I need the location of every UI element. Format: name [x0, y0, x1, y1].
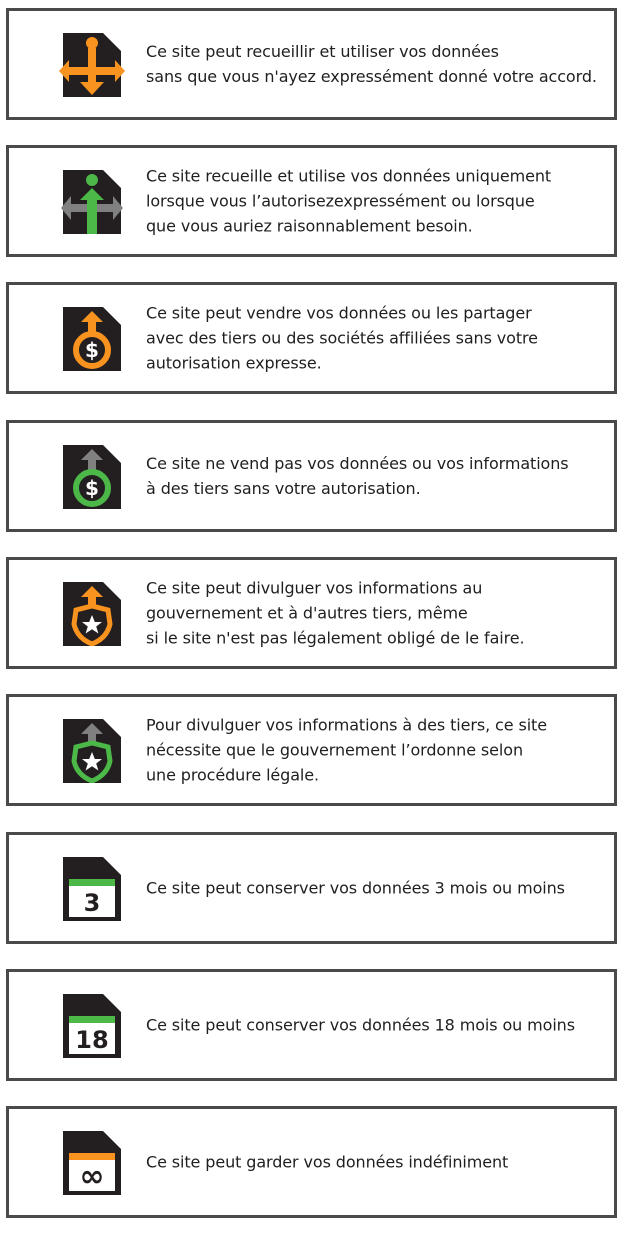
- legend-card: [6, 145, 617, 257]
- description-line: avec des tiers ou des sociétés affiliées sans votre: [146, 328, 538, 348]
- description-line: autorisation expresse.: [146, 353, 322, 373]
- description-line: sans que vous n'ayez expressément donné votre accord.: [146, 67, 597, 86]
- legend-description: [146, 301, 608, 376]
- disclosure-legal-procedure-icon: [55, 719, 129, 783]
- legend-description: [146, 39, 608, 89]
- description-line: à des tiers sans votre autorisation.: [146, 479, 421, 498]
- data-sold-icon: [55, 307, 129, 371]
- description-line: Ce site peut divulguer vos informations au: [146, 578, 483, 598]
- description-line: Ce site ne vend pas vos données ou vos informations: [146, 454, 569, 473]
- description-line: Ce site recueille et utilise vos données uniquement: [146, 166, 552, 186]
- legend-card: [6, 282, 617, 394]
- legend-description: [146, 713, 608, 788]
- description-line: que vous auriez raisonnablement besoin.: [146, 216, 473, 236]
- data-not-sold-icon: [55, 445, 129, 509]
- calendar-label: 18: [75, 1026, 109, 1054]
- data-collection-without-consent-icon: [55, 33, 129, 97]
- legend-description: [146, 451, 608, 501]
- legend-description: [146, 164, 608, 239]
- calendar-label: 3: [83, 889, 101, 917]
- svg-text:$: $: [85, 338, 99, 362]
- description-line: si le site n'est pas légalement obligé de le faire.: [146, 628, 525, 648]
- description-line: une procédure légale.: [146, 765, 320, 785]
- description-line: gouvernement et à d'autres tiers, même: [146, 603, 468, 623]
- legend-description: [146, 1013, 608, 1038]
- description-line: nécessite que le gouvernement l’ordonne selon: [146, 740, 523, 760]
- legend-card: [6, 8, 617, 120]
- legend-card: [6, 557, 617, 669]
- calendar-label: ∞: [79, 1159, 105, 1194]
- svg-text:$: $: [85, 476, 99, 500]
- legend-description: [146, 1150, 608, 1175]
- description-line: Pour divulguer vos informations à des tiers, ce site: [146, 715, 547, 735]
- description-line: Ce site peut vendre vos données ou les partager: [146, 303, 532, 323]
- description-line: Ce site peut recueillir et utiliser vos données: [146, 42, 499, 61]
- legend-card: [6, 832, 617, 944]
- description-line: Ce site peut conserver vos données 18 mois ou moins: [146, 1015, 575, 1035]
- legend-card: [6, 694, 617, 806]
- retention-indefinite-icon: [55, 1131, 129, 1195]
- disclosure-without-legal-obligation-icon: [55, 582, 129, 646]
- retention-3-months-icon: [55, 857, 129, 921]
- data-collection-with-consent-icon: [55, 170, 129, 234]
- legend-card: [6, 969, 617, 1081]
- retention-18-months-icon: [55, 994, 129, 1058]
- legend-card: [6, 420, 617, 532]
- description-line: Ce site peut conserver vos données 3 mois ou moins: [146, 878, 565, 898]
- legend-description: [146, 876, 608, 901]
- legend-card: [6, 1106, 617, 1218]
- description-line: Ce site peut garder vos données indéfiniment: [146, 1152, 509, 1172]
- legend-description: [146, 576, 608, 651]
- description-line: lorsque vous l’autorisezexpressément ou lorsque: [146, 191, 535, 211]
